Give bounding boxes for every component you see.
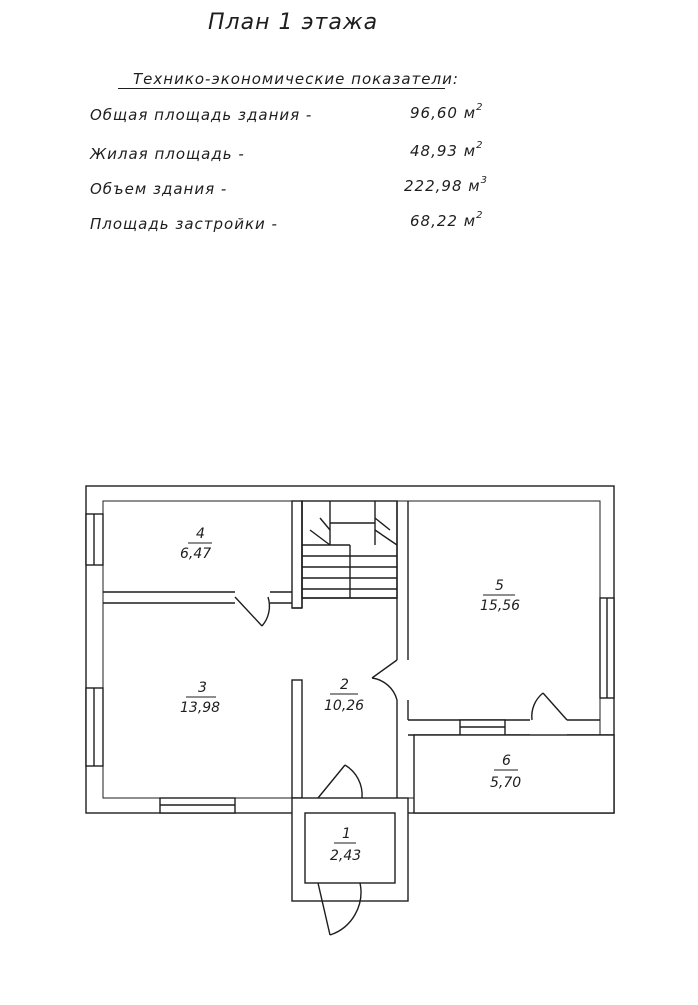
indicator-value-built-area: 68,22 $м^2$ [410,210,484,230]
room-6-number: 6 [502,753,511,769]
stair-wall-left [292,501,302,608]
veranda-room-6 [414,735,614,813]
room-3-number: 3 [198,680,207,696]
indicator-label-built-area: Площадь застройки - [90,215,278,233]
indicator-label-living-area: Жилая площадь - [90,145,245,163]
indicators-heading: Технико-экономические показатели: [133,70,459,88]
door-room-6 [543,693,567,720]
indicator-label-total-area: Общая площадь здания - [90,106,313,124]
door-room-4 [235,597,262,626]
room-1-area: 2,43 [330,848,362,864]
room-2-area: 10,26 [324,698,365,714]
staircase [302,501,397,598]
indicator-label-volume: Объем здания - [90,180,228,198]
room-5-number: 5 [495,578,504,594]
room-3-area: 13,98 [180,700,221,716]
partition-room-3 [292,680,302,798]
door-vestibule-inner [318,765,345,798]
room-6-area: 5,70 [490,775,522,791]
room-4-area: 6,47 [180,546,212,562]
plan-title: План 1 этажа [208,10,379,35]
indicator-value-total-area: 96,60 $м^2$ [410,102,484,122]
room-1-number: 1 [342,826,351,842]
room-4-number: 4 [196,526,205,542]
room-5-area: 15,56 [480,598,521,614]
room-2-number: 2 [340,677,349,693]
indicator-value-volume: 222,98 $м^3$ [404,175,488,195]
indicator-value-living-area: 48,93 $м^2$ [410,140,484,160]
door-room-5 [372,660,397,678]
